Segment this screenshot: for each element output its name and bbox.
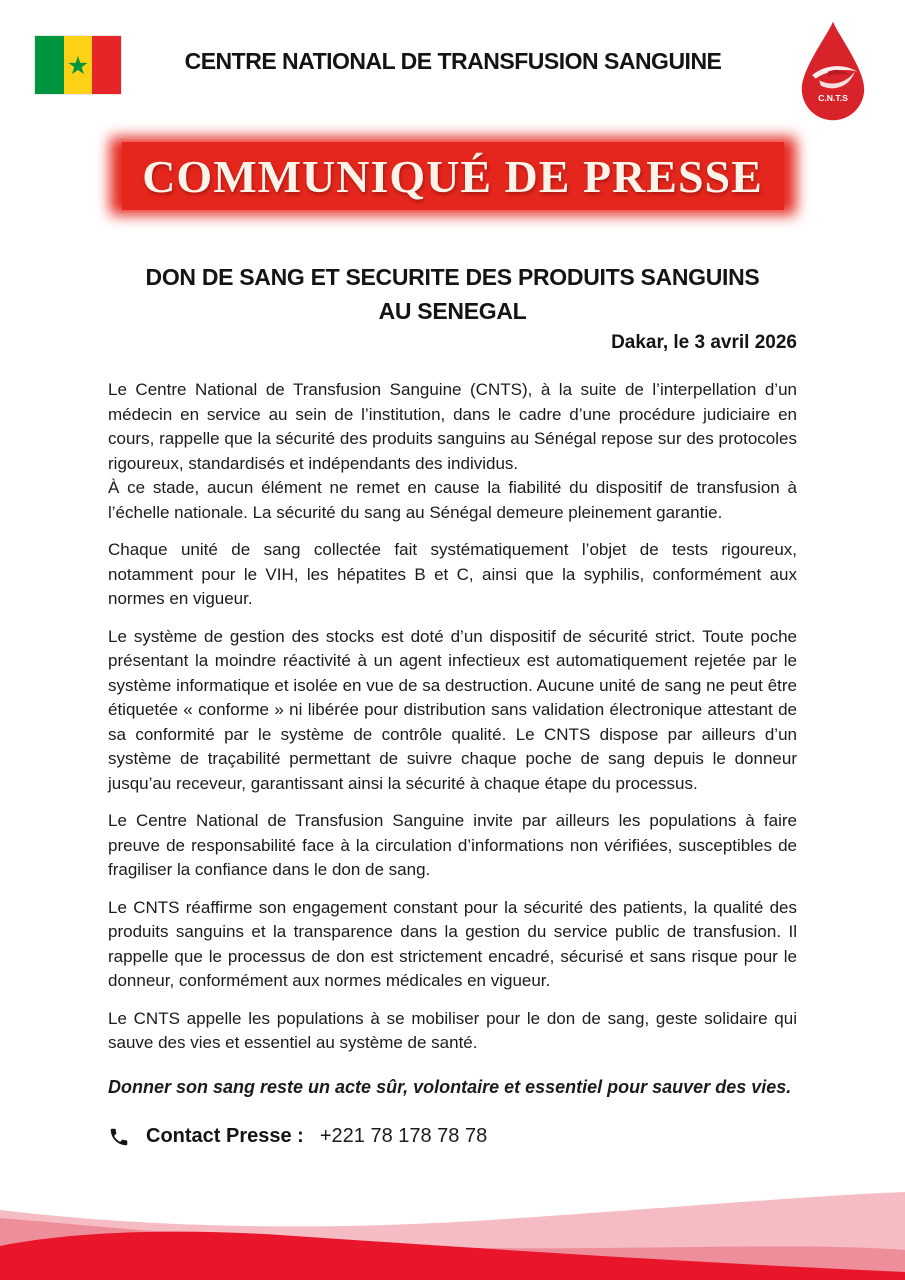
contact-label: Contact Presse : — [146, 1125, 304, 1147]
contact-phone: +221 78 178 78 78 — [319, 1125, 488, 1147]
paragraph-2: À ce stade, aucun élément ne remet en cause la fiabilité du dispositif de transfusion à l’échelle nationale. La sécurité du sang au Sénégal demeure pleinement garantie. — [108, 478, 797, 522]
header — [0, 0, 905, 122]
paragraph-7: Le CNTS appelle les populations à se mobiliser pour le don de sang, geste solidaire qui sauve des vies et essentiel au système de santé. — [108, 1008, 797, 1052]
document-content — [108, 260, 797, 1148]
contact-row — [108, 1125, 797, 1148]
flag-stripe-red — [92, 36, 121, 94]
flag-star-icon: ★ — [66, 50, 90, 80]
org-title: CENTRE NATIONAL DE TRANSFUSION SANGUINE — [184, 48, 722, 74]
flag-stripe-yellow — [64, 36, 93, 94]
emphasis-paragraph: Donner son sang reste un acte sûr, volontaire et essentiel pour sauver des vies. — [108, 1076, 792, 1097]
document-title-line1: DON DE SANG ET SECURITE DES PRODUITS SANGUINS — [145, 264, 760, 290]
paragraph-5: Le Centre National de Transfusion Sanguine invite par ailleurs les populations à faire preuve de responsabilité face à la circulation d’informations non vérifiées, susceptibles de fragiliser la confiance dans le don de sang. — [108, 811, 797, 879]
body-text — [108, 378, 797, 1099]
flag-stripe-green — [35, 36, 64, 94]
senegal-flag-icon — [35, 36, 121, 94]
blood-drop-logo-icon — [789, 18, 877, 122]
press-banner — [102, 132, 804, 220]
footer-wave — [0, 1188, 905, 1280]
dateline: Dakar, le 3 avril 2026 — [611, 332, 797, 353]
logo-label: C.N.T.S — [818, 93, 848, 104]
banner-title: COMMUNIQUÉ DE PRESSE — [142, 150, 763, 202]
paragraph-1: Le Centre National de Transfusion Sanguine (CNTS), à la suite de l’interpellation d’un médecin en service au sein de l’institution, dans le cadre d’une procédure judiciaire en cours, rappelle que la sécurité des produits sanguins au Sénégal repose sur des protocoles rigoureux, standardisés et indépendants des individus. — [108, 380, 797, 473]
paragraph-6: Le CNTS réaffirme son engagement constant pour la sécurité des patients, la qualité des produits sanguins et la transparence dans la gestion du service public de transfusion. Il rappelle que le processus de don est strictement encadré, sécurisé et sans risque pour le donneur, conformément aux normes médicales en vigueur. — [108, 897, 797, 990]
paragraph-4: Le système de gestion des stocks est doté d’un dispositif de sécurité strict. Toute poche présentant la moindre réactivité à un agent infectieux est automatiquement rejetée par le système informatique et isolée en vue de sa destruction. Aucune unité de sang ne peut être étiquetée « conforme » ni libérée pour distribution sans validation électronique attestant de sa conformité par le système de contrôle qualité. Le CNTS dispose par ailleurs d’un système de traçabilité permettant de suivre chaque poche de sang depuis le donneur jusqu’au receveur, garantissant ainsi la sécurité à chaque étape du processus. — [108, 626, 797, 793]
paragraph-3: Chaque unité de sang collectée fait systématiquement l’objet de tests rigoureux, notamment pour le VIH, les hépatites B et C, ainsi que la syphilis, conformément aux normes en vigueur. — [108, 540, 797, 608]
document-title — [108, 260, 797, 328]
document-title-line2: AU SENEGAL — [378, 298, 527, 324]
phone-icon — [108, 1126, 130, 1148]
